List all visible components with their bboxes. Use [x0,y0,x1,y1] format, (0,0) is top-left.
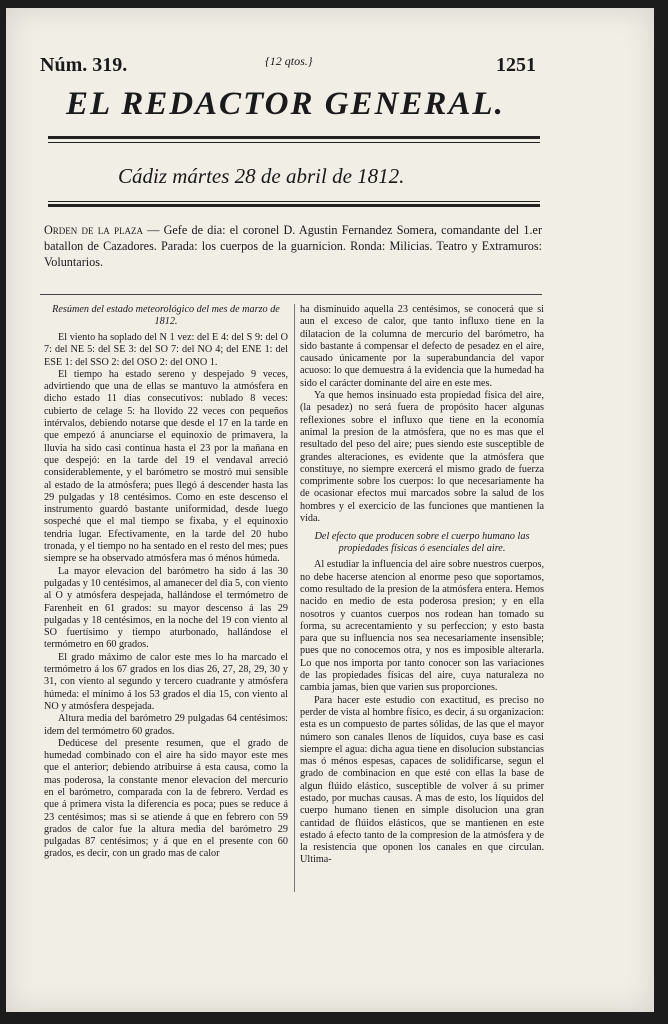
article-paragraph: El grado máximo de calor este mes lo ha marcado el termómetro á los 67 grados en los dias 26, 27, 28, 29, 30 y 31, con viento al segundo y tercero cuadrante y atmósfera húmeda: el mínimo á los 53 grados el dia 15, con viento al NO y atmósfera despejada. [44,651,288,712]
article-paragraph: Ya que hemos insinuado esta propiedad física del aire, (la pesadez) no será fuera de propósito hacer algunas reflexiones sobre el influxo que tiene en la economía animal la presion de la atmósfera, que no es mas que el resultado del peso del aire; pues siendo este susceptible de grandes alteraciones, es evidente que la atmósfera que constituye, no siempre exercerá el mismo grado de fuerza comprimente sobre los cuerpos: lo que necesariamente ha de ocasionar efectos mui marcados sobre la salud de los hombres y el exercicio de las funciones que mantienen la vida. [300,390,544,525]
dateline: Cádiz mártes 28 de abril de 1812. [118,164,405,188]
right-column [300,304,544,867]
article-paragraph: El tiempo ha estado sereno y despejado 9 veces, advirtiendo que una de ellas se mantuvo la atmósfera en dicho estado 11 dias consecutivos: nublado 8 veces: cubierto de celage 5: ha llovido 22 veces con pequeños intérvalos, debiendo notarse que desde el 17 en la tarde en que empezó á anunciarse el equinoxio de primavera, la lluvia ha sido casi continua hasta el 23 por la mañana en que despejó: en la tarde del 19 el vendaval arreció considerablemente, y el barómetro se mostró mui sensible al estado de la atmósfera; pues llegó á descender hasta las 29 pulgadas y 18 centésimos. Como en este descenso el instrumento guardó bastante uniformidad, desde luego sospeché que el mal tiempo se fixaba, y el equinoxio tendria lugar. Efectivamente, en la tarde del 20 hubo tronada, y el tiempo no ha sentado en el resto del mes; pues siempre se ha observado atmósfera mas ó ménos húmeda. [44,368,288,565]
section-divider [40,294,542,295]
masthead: EL REDACTOR GENERAL. [66,86,505,122]
article-paragraph: Al estudiar la influencia del aire sobre nuestros cuerpos, no debe hacerse atencion al enorme peso que soportamos, como resultado de la presion de la atmósfera entera. Hemos nacido en medio de esta poderosa presion; y en ella nosotros y cuantos cuerpos nos rodean han tomado su forma, su acrecentamiento y su perfeccion; y esto basta para que su influencia nos sea necesariamente insensible; pues que no conocemos otra, y nos es imposible alterarla. Lo que nos importa por tanto conocer son las variaciones de las propiedades físicas del aire, cuya naturaleza no cambia jamas, bien que varien sus proporciones. [300,559,544,694]
orden-de-la-plaza [44,222,542,270]
article-paragraph: Dedúcese del presente resumen, que el grado de humedad combinado con el aire ha sido mayor este mes que el anterior; debiendo atribuirse á esta causa, como la mas poderosa, la constante menor elevacion del mercurio en el barómetro, comparada con la de febrero. Verdad es que á primera vista la diferencia es poca; pues se reduce á 23 centésimos; mas si se atiende á que en febrero con 59 grados de calor fue la altura media del barómetro 29 pulgadas 87 centésimos; y á que en el presente con 60 grados, es decir, con un grado mas de calor [44,737,288,860]
article-paragraph: El viento ha soplado del N 1 vez: del E 4: del S 9: del O 7: del NE 5: del SE 3: del SO 7: del NO 4; del ENE 1: del ESE 1: del SSO 2: del OSO 2: del ONO 1. [44,332,288,368]
article-paragraph-continued: ha disminuido aquella 23 centésimos, se conocerá que si aun el exceso de calor, que tanto influxo tiene en la dilatacion de la columna de mercurio del barómetro, ha sido bastante á compensar el defecto de pesadez en el aire, causado únicamente por la superabundancia del vapor acuoso: lo que demuestra á la evidencia que la humedad ha sido el carácter dominante del aire en este mes. [300,304,544,389]
article-title: Resúmen del estado meteorológico del mes de marzo de 1812. [52,304,280,327]
newspaper-page [6,8,654,1012]
issue-number: Núm. 319. [40,54,128,76]
column-divider [294,304,295,892]
orden-heading: Orden de la plaza [44,223,143,237]
rule-date-thin [48,201,540,202]
rule-top-thick [48,136,540,139]
rule-top-thin [48,142,540,143]
orden-text: — Gefe de dia: el coronel D. Agustin Fernandez Somera, comandante del 1.er batallon de Cazadores. Parada: los cuerpos de la guarnicion. Ronda: Milicias. Teatro y Extramuros: Voluntarios. [44,223,543,269]
rule-date-thick [48,204,540,207]
article-paragraph: Para hacer este estudio con exactitud, es preciso no perder de vista al hombre físico, es decir, á su organizacion: esta es un compuesto de partes sólidas, de las que el mayor número son canales llenos de líquidos, cuya base es casi siempre el agua: dicha agua tiene en disolucion substancias mas ó ménos espesas, capaces de solidificarse, segun el grado de combinacion en que esté con ellas la base de algun flúido elástico, susceptible de volver á su primer estado, por muchas causas. A mas de esto, los líquidos del cuerpo humano tienen en simple disolucion una gran cantidad de flúidos elásticos, que se mantienen en este estado á efecto tanto de la compresion de la atmósfera y de la resistencia que oponen los canales en que circulan. Ultima- [300,694,544,866]
page-number: 1251 [496,54,536,76]
left-column [44,304,288,861]
article-paragraph: Altura media del barómetro 29 pulgadas 64 centésimos: idem del termómetro 60 grados. [44,713,288,737]
price: {12 qtos.} [265,54,313,68]
article-paragraph: La mayor elevacion del barómetro ha sido á las 30 pulgadas y 10 centésimos, al amanecer del dia 5, con viento al O y atmósfera despejada, hallándose el termómetro de Farenheit en 61 grados: su mayor descenso á las 29 pulgadas y 18 centésimos, en la noche del 19 con viento al SO fuertísimo y tiempo aturbonado, hallándose el termómetro en 60 grados. [44,565,288,651]
article-title: Del efecto que producen sobre el cuerpo humano las propiedades físicas ó esenciales del aire. [314,531,530,555]
